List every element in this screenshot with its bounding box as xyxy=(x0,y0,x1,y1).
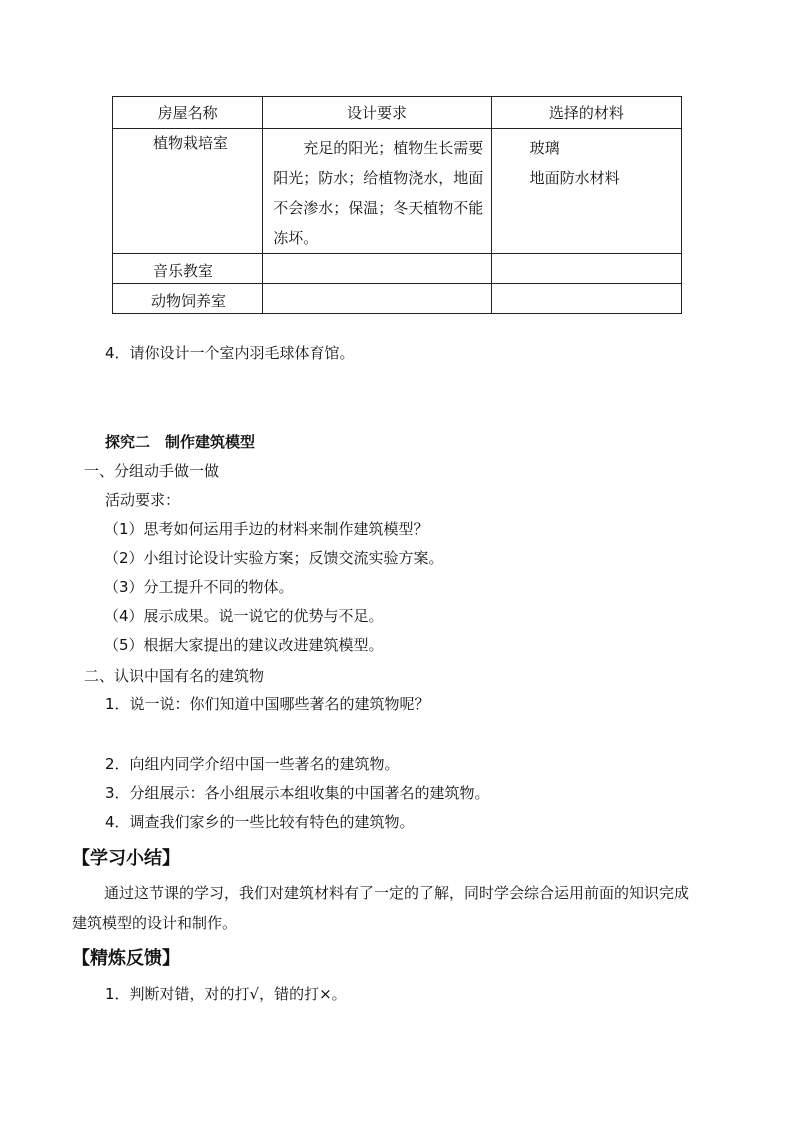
list-item: （3）分工提升不同的物体。 xyxy=(104,578,294,596)
feedback-item-1: 1．判断对错，对的打√，错的打×。 xyxy=(105,985,347,1003)
table-cell xyxy=(113,129,263,254)
list-item: （2）小组讨论设计实验方案；反馈交流实验方案。 xyxy=(104,549,444,567)
question-4: 4．请你设计一个室内羽毛球体育馆。 xyxy=(105,344,355,362)
table-cell xyxy=(263,129,491,254)
part-2-title: 二、认识中国有名的建筑物 xyxy=(84,667,265,685)
room-design-table xyxy=(112,96,682,314)
summary-heading: 【学习小结】 xyxy=(72,848,180,869)
part-1-title: 一、分组动手做一做 xyxy=(84,462,220,480)
room-name: 音乐教室 xyxy=(153,262,214,280)
feedback-heading: 【精炼反馈】 xyxy=(72,948,180,969)
material-item: 玻璃 xyxy=(529,139,560,157)
summary-text-line-1: 通过这节课的学习，我们对建筑材料有了一定的了解，同时学会综合运用前面的知识完成 xyxy=(104,884,690,902)
room-requirement: 充足的阳光；植物生长需要阳光；防水；给植物浇水，地面不会渗水；保温；冬天植物不能冻坏。 xyxy=(273,139,484,247)
summary-text-line-2: 建筑模型的设计和制作。 xyxy=(72,914,238,932)
table-row xyxy=(113,254,682,284)
header-room-name: 房屋名称 xyxy=(157,104,218,122)
table-cell xyxy=(491,129,681,254)
header-cell xyxy=(491,97,681,129)
table-cell xyxy=(113,284,263,314)
list-item: 3．分组展示：各小组展示本组收集的中国著名的建筑物。 xyxy=(105,784,490,802)
header-cell xyxy=(113,97,263,129)
activity-requirements-label: 活动要求： xyxy=(105,491,181,509)
list-item: 4．调查我们家乡的一些比较有特色的建筑物。 xyxy=(105,813,415,831)
header-cell xyxy=(263,97,491,129)
table-cell xyxy=(113,254,263,284)
table-cell[interactable] xyxy=(491,254,681,284)
material-item: 地面防水材料 xyxy=(529,169,620,187)
table-row xyxy=(113,129,682,254)
table-cell[interactable] xyxy=(263,254,491,284)
header-design-requirement: 设计要求 xyxy=(346,104,407,122)
list-item: 2．向组内同学介绍中国一些著名的建筑物。 xyxy=(105,755,400,773)
header-materials: 选择的材料 xyxy=(548,104,624,122)
room-name: 动物饲养室 xyxy=(151,292,227,310)
list-item: （5）根据大家提出的建议改进建筑模型。 xyxy=(104,636,384,654)
list-item: 1．说一说：你们知道中国哪些著名的建筑物呢？ xyxy=(105,695,430,713)
table-row xyxy=(113,284,682,314)
room-name: 植物栽培室 xyxy=(153,134,229,152)
list-item: （4）展示成果。说一说它的优势与不足。 xyxy=(104,607,384,625)
list-item: （1）思考如何运用手边的材料来制作建筑模型？ xyxy=(104,520,429,538)
explore-2-title: 探究二 制作建筑模型 xyxy=(105,433,256,451)
table-cell[interactable] xyxy=(263,284,491,314)
table-header-row xyxy=(113,97,682,129)
table-cell[interactable] xyxy=(491,284,681,314)
